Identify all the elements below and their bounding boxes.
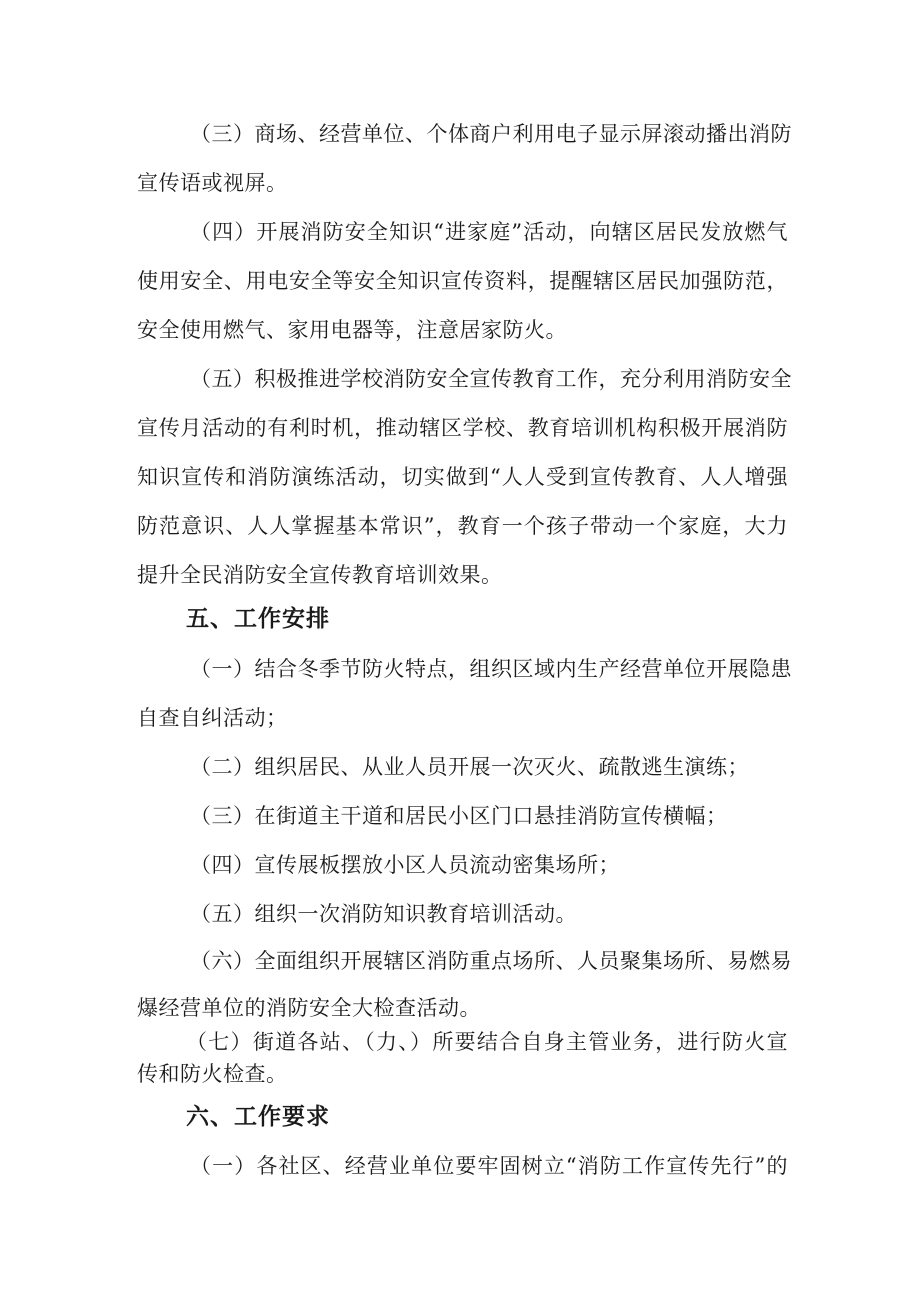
section-heading-work-requirements: 六、工作要求 <box>186 1104 330 1130</box>
paragraph-line: 提升全民消防安全宣传教育培训效果。 <box>137 563 503 587</box>
section-heading-work-arrangement: 五、工作安排 <box>186 606 330 632</box>
paragraph-line: （五）组织一次消防知识教育培训活动。 <box>190 902 577 926</box>
paragraph-line: （一）各社区、经营业单位要牢固树立“消防工作宣传先行”的 <box>190 1154 788 1178</box>
paragraph-line: 使用安全、用电安全等安全知识宣传资料，提醒辖区居民加强防范， <box>137 269 788 293</box>
paragraph-line: （七）街道各站、（力、）所要结合自身主管业务，进行防火宣 <box>186 1030 788 1054</box>
paragraph-line: 传和防火检查。 <box>137 1062 288 1086</box>
paragraph-line: 宣传语或视屏。 <box>137 171 288 195</box>
paragraph-line: （六）全面组织开展辖区消防重点场所、人员聚集场所、易燃易 <box>190 949 792 973</box>
paragraph-line: 知识宣传和消防演练活动，切实做到“人人受到宣传教育、人人增强 <box>137 465 788 489</box>
paragraph-line: 爆经营单位的消防安全大检查活动。 <box>137 996 481 1020</box>
paragraph-line: 安全使用燃气、家用电器等，注意居家防火。 <box>137 318 567 342</box>
paragraph-line: （四）开展消防安全知识“进家庭”活动，向辖区居民发放燃气 <box>190 220 788 244</box>
paragraph-line: （五）积极推进学校消防安全宣传教育工作，充分利用消防安全 <box>190 367 792 391</box>
paragraph-line: （一）结合冬季节防火特点，组织区域内生产经营单位开展隐患 <box>190 657 792 681</box>
paragraph-line: 宣传月活动的有利时机，推动辖区学校、教育培训机构积极开展消防 <box>137 416 788 440</box>
paragraph-line: （三）在街道主干道和居民小区门口悬挂消防宣传横幅； <box>190 804 728 828</box>
paragraph-line: （三）商场、经营单位、个体商户利用电子显示屏滚动播出消防 <box>190 122 792 146</box>
paragraph-line: 自查自纠活动； <box>137 706 288 730</box>
paragraph-line: 防范意识、人人掌握基本常识”，教育一个孩子带动一个家庭，大力 <box>137 514 788 538</box>
paragraph-line: （二）组织居民、从业人员开展一次灭火、疏散逃生演练； <box>190 755 749 779</box>
paragraph-line: （四）宣传展板摆放小区人员流动密集场所； <box>190 853 620 877</box>
